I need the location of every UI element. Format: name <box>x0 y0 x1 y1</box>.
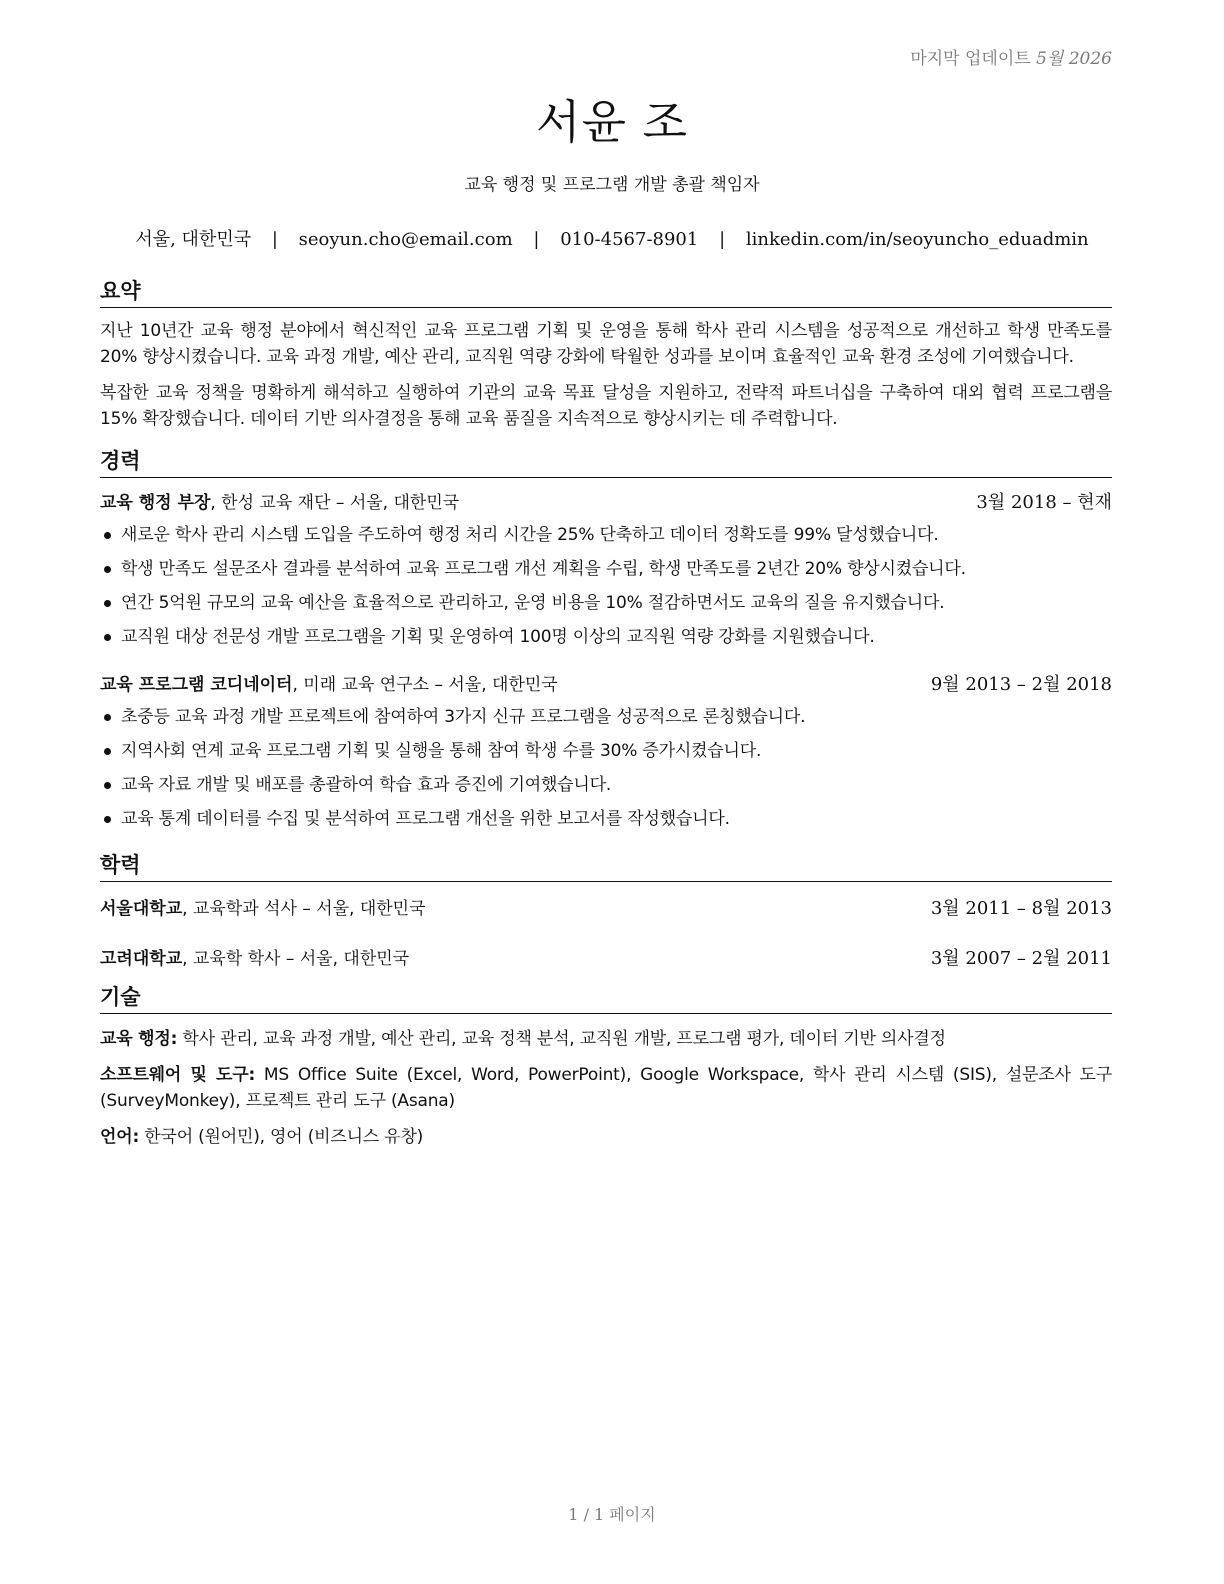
education-date: 3월 2011 – 8월 2013 <box>930 898 1112 919</box>
section-title-skills: 기술 <box>100 982 1112 1014</box>
education-entry <box>100 944 1112 974</box>
experience-date: 9월 2013 – 2월 2018 <box>930 674 1112 695</box>
education-degree <box>100 944 409 974</box>
experience-role: 교육 프로그램 코디네이터 <box>100 675 293 695</box>
skills-section <box>100 982 1112 1150</box>
skill-label: 교육 행정: <box>100 1029 178 1049</box>
experience-entry-header <box>100 488 1112 518</box>
contact-email[interactable]: seoyun.cho@email.com <box>298 229 513 250</box>
experience-org: , 한성 교육 재단 – 서울, 대한민국 <box>210 493 460 513</box>
last-updated-year: 2026 <box>1068 49 1112 69</box>
skill-label: 소프트웨어 및 도구: <box>100 1065 256 1085</box>
contact-phone: 010-4567-8901 <box>560 229 699 250</box>
skill-value: MS Office Suite (Excel, Word, PowerPoint), Google Workspace, 학사 관리 시스템 (SIS), 설문조사 도구 (SurveyMonkey), 프로젝트 관리 도구 (Asana) <box>100 1065 1113 1111</box>
list-item: 교직원 대상 전문성 개발 프로그램을 기획 및 운영하여 100명 이상의 교직원 역량 강화를 지원했습니다. <box>100 620 1112 654</box>
experience-entry <box>100 670 1112 836</box>
experience-position <box>100 488 459 518</box>
skill-line <box>100 1124 1112 1150</box>
summary-paragraph: 복잡한 교육 정책을 명확하게 해석하고 실행하여 기관의 교육 목표 달성을 지원하고, 전략적 파트너십을 구축하여 대외 협력 프로그램을 15% 확장했습니다. 데이터 기반 의사결정을 통해 교육 품질을 지속적으로 향상시키는 데 주력합니다. <box>100 383 1112 429</box>
person-name: 서윤 조 <box>536 95 688 149</box>
contact-linkedin[interactable]: linkedin.com/in/seoyuncho_eduadmin <box>745 229 1089 250</box>
last-updated-month: 5월 <box>1036 49 1064 69</box>
section-title-summary: 요약 <box>100 276 1112 308</box>
list-item: 연간 5억원 규모의 교육 예산을 효율적으로 관리하고, 운영 비용을 10% 절감하면서도 교육의 질을 유지했습니다. <box>100 586 1112 620</box>
contact-separator: | <box>719 229 726 250</box>
education-detail: , 교육학과 석사 – 서울, 대한민국 <box>182 899 426 919</box>
list-item: 새로운 학사 관리 시스템 도입을 주도하여 행정 처리 시간을 25% 단축하고 데이터 정확도를 99% 달성했습니다. <box>100 518 1112 552</box>
experience-section <box>100 446 1112 836</box>
list-item: 교육 자료 개발 및 배포를 총괄하여 학습 효과 증진에 기여했습니다. <box>100 768 1112 802</box>
summary-section <box>100 276 1112 432</box>
education-entry <box>100 894 1112 924</box>
contact-separator: | <box>271 229 278 250</box>
last-updated <box>910 44 1112 69</box>
education-school: 서울대학교 <box>100 899 183 919</box>
summary-paragraph: 지난 10년간 교육 행정 분야에서 혁신적인 교육 프로그램 기획 및 운영을 통해 학사 관리 시스템을 성공적으로 개선하고 학생 만족도를 20% 향상시켰습니다. 교육 과정 개발, 예산 관리, 교직원 역량 강화에 탁월한 성과를 보이며 효율적인 교육 환경 조성에 기여했습니다. <box>100 321 1112 367</box>
contact-location: 서울, 대한민국 <box>135 229 252 250</box>
last-updated-prefix: 마지막 업데이트 <box>910 49 1031 69</box>
contact-separator: | <box>533 229 540 250</box>
job-title: 교육 행정 및 프로그램 개발 총괄 책임자 <box>464 175 760 195</box>
list-item: 교육 통계 데이터를 수집 및 분석하여 프로그램 개선을 위한 보고서를 작성했습니다. <box>100 802 1112 836</box>
experience-role: 교육 행정 부장 <box>100 493 211 513</box>
education-school: 고려대학교 <box>100 949 183 969</box>
list-item: 지역사회 연계 교육 프로그램 기획 및 실행을 통해 참여 학생 수를 30% 증가시켰습니다. <box>100 734 1112 768</box>
experience-bullets <box>100 700 1112 836</box>
skill-line <box>100 1026 1112 1052</box>
experience-org: , 미래 교육 연구소 – 서울, 대한민국 <box>292 675 558 695</box>
experience-entry-header <box>100 670 1112 700</box>
education-degree <box>100 894 426 924</box>
list-item: 초중등 교육 과정 개발 프로젝트에 참여하여 3가지 신규 프로그램을 성공적으로 론칭했습니다. <box>100 700 1112 734</box>
experience-entry <box>100 488 1112 654</box>
experience-bullets <box>100 518 1112 654</box>
education-detail: , 교육학 학사 – 서울, 대한민국 <box>182 949 410 969</box>
skill-line <box>100 1062 1112 1114</box>
section-title-experience: 경력 <box>100 446 1112 478</box>
education-section <box>100 850 1112 974</box>
skill-label: 언어: <box>100 1127 140 1147</box>
section-title-education: 학력 <box>100 850 1112 882</box>
list-item: 학생 만족도 설문조사 결과를 분석하여 교육 프로그램 개선 계획을 수립, 학생 만족도를 2년간 20% 향상시켰습니다. <box>100 552 1112 586</box>
skill-value: 학사 관리, 교육 과정 개발, 예산 관리, 교육 정책 분석, 교직원 개발, 프로그램 평가, 데이터 기반 의사결정 <box>177 1029 946 1049</box>
experience-date: 3월 2018 – 현재 <box>976 492 1112 513</box>
contact-line <box>0 225 1224 251</box>
page-number: 1 / 1 페이지 <box>568 1505 656 1524</box>
skill-value: 한국어 (원어민), 영어 (비즈니스 유창) <box>139 1127 424 1147</box>
education-date: 3월 2007 – 2월 2011 <box>930 948 1112 969</box>
experience-position <box>100 670 558 700</box>
resume-body <box>100 276 1112 1160</box>
